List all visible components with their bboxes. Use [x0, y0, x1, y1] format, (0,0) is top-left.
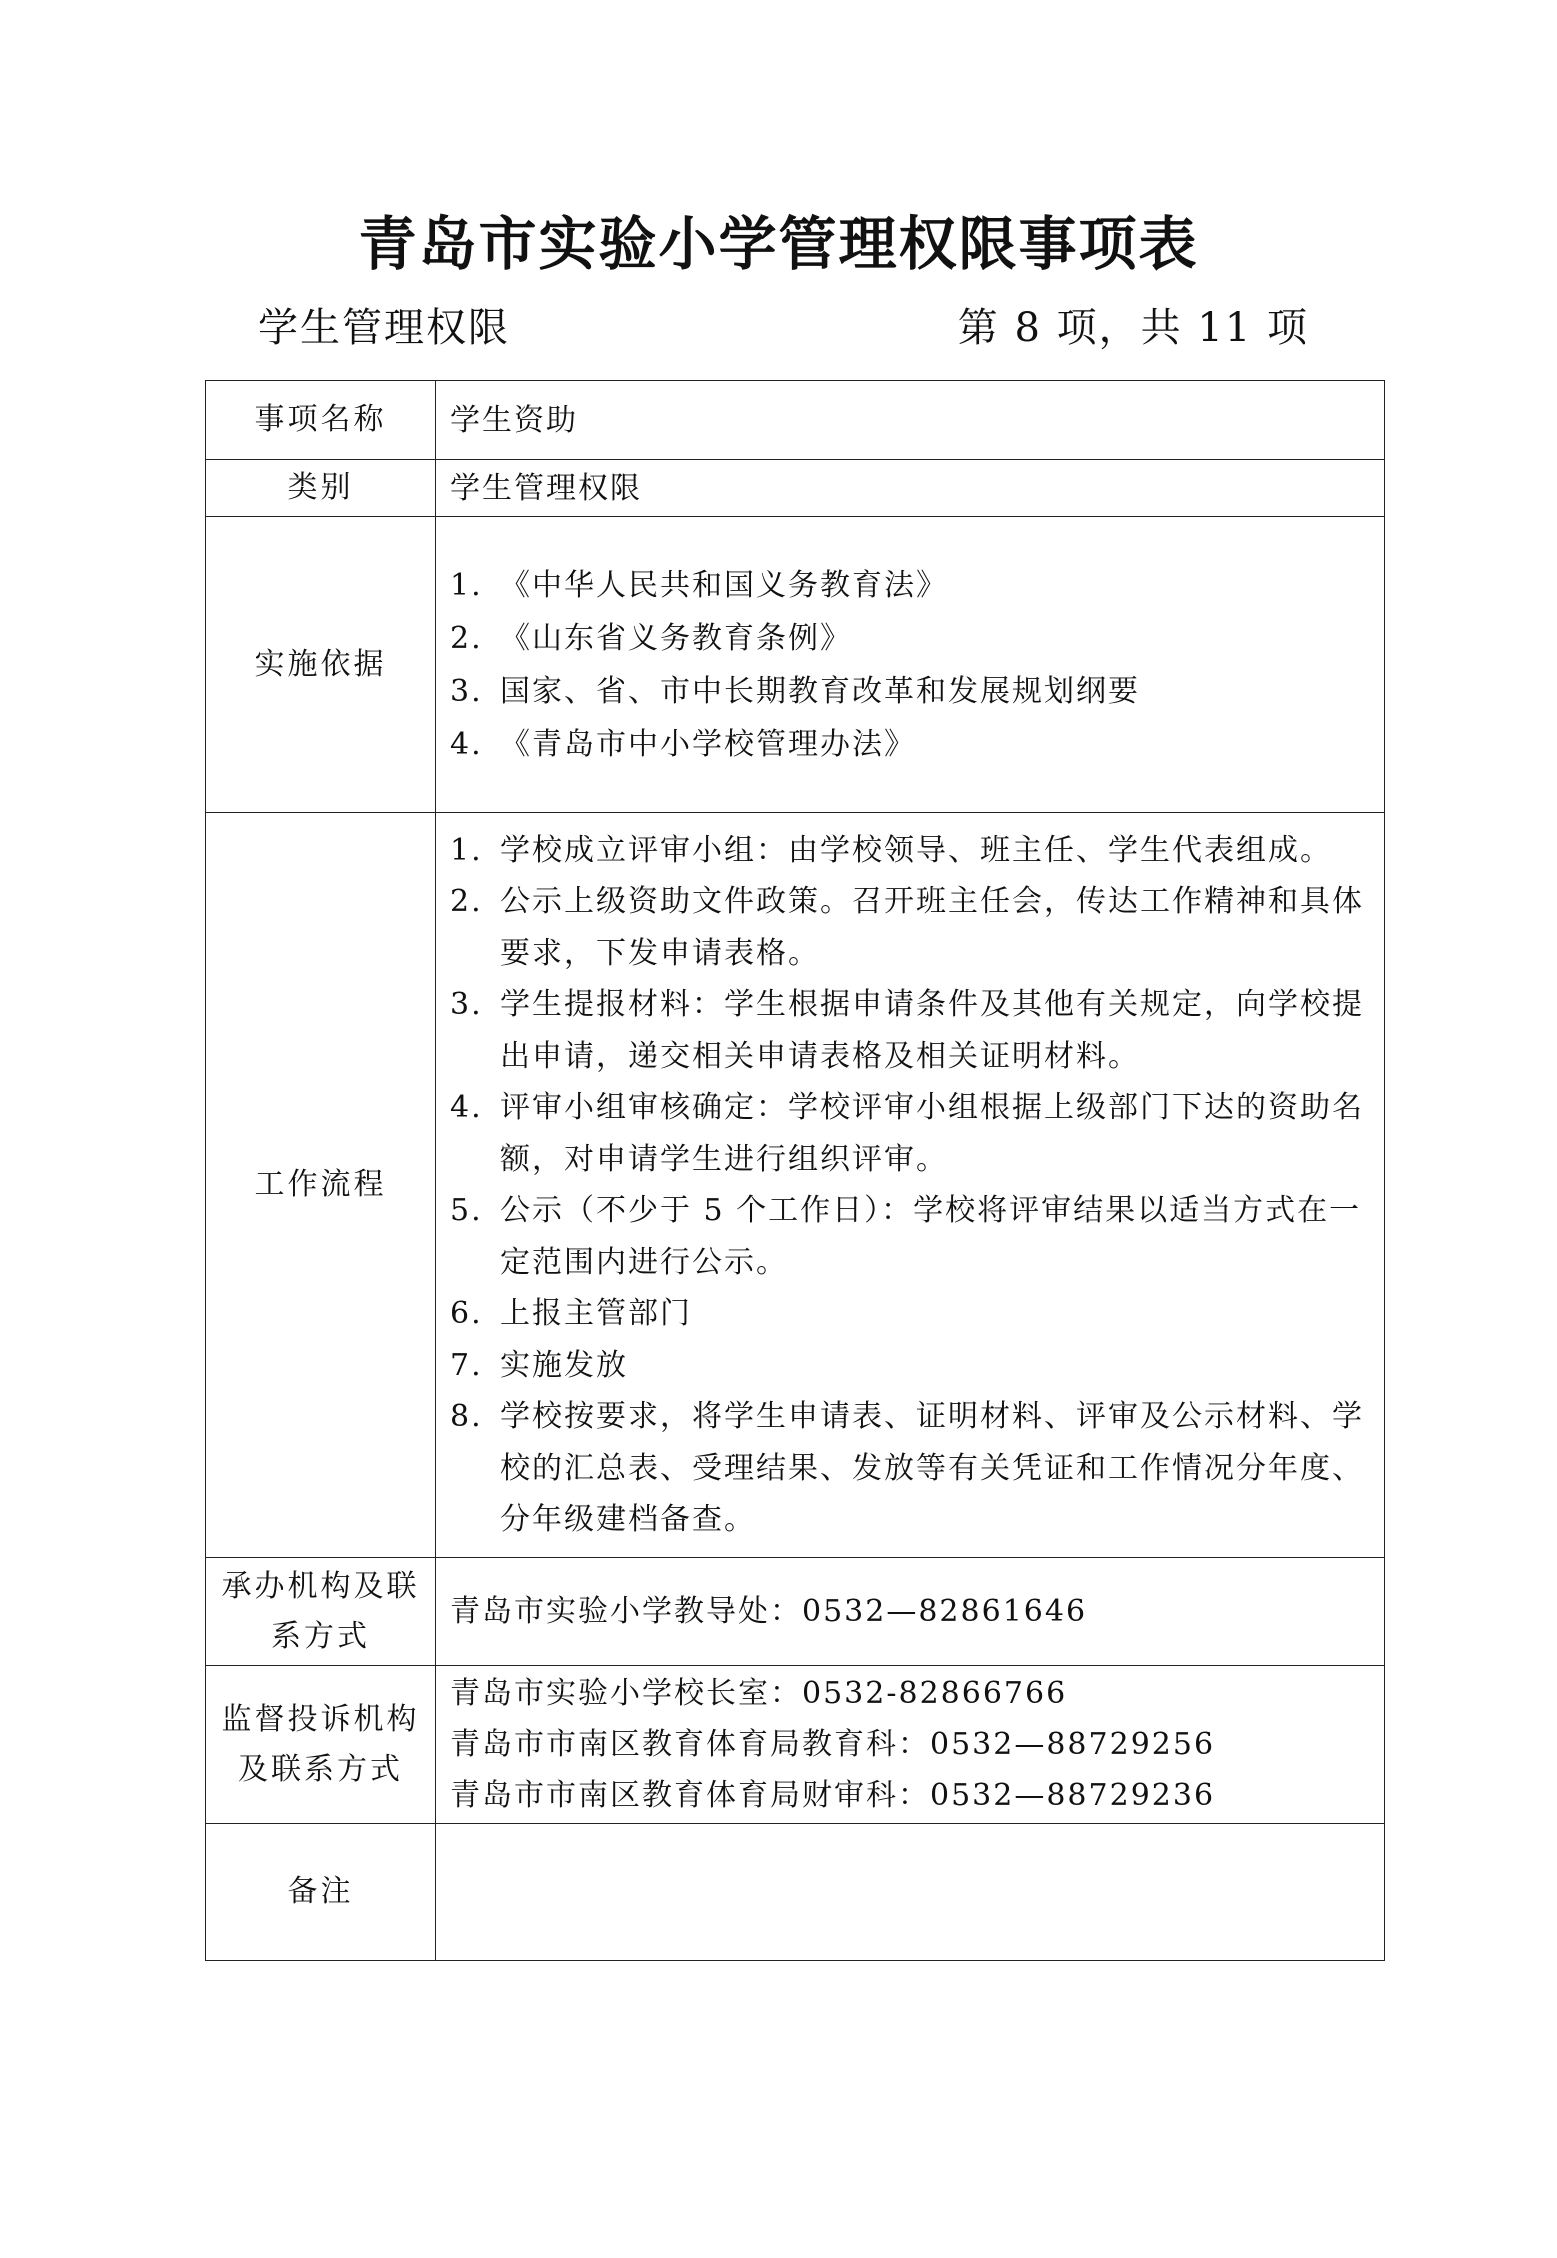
value-supervision	[436, 1666, 1385, 1824]
basis-item	[450, 559, 1366, 612]
label-organizer	[206, 1558, 436, 1666]
label-supervision-line: 监督投诉机构	[221, 1701, 420, 1737]
basis-item-text: 《中华人民共和国义务教育法》	[500, 567, 948, 603]
workflow-step-text: 公示（不少于 5 个工作日）：学校将评审结果以适当方式在一定范围内进行公示。	[500, 1193, 1362, 1280]
workflow-step-text: 学生提报材料：学生根据申请条件及其他有关规定，向学校提出申请，递交相关申请表格及相关证明材料。	[500, 987, 1364, 1074]
label-basis: 实施依据	[206, 517, 436, 813]
workflow-step-number: 7.	[450, 1347, 483, 1383]
workflow-step-text: 学校按要求，将学生申请表、证明材料、评审及公示材料、学校的汇总表、受理结果、发放等有关凭证和工作情况分年度、分年级建档备查。	[500, 1399, 1364, 1537]
workflow-step	[450, 1391, 1366, 1546]
workflow-step-number: 4.	[450, 1090, 483, 1125]
basis-item-text: 《山东省义务教育条例》	[500, 620, 852, 656]
label-workflow: 工作流程	[206, 813, 436, 1558]
basis-item-number: 4.	[450, 726, 483, 762]
category-heading: 学生管理权限	[258, 305, 510, 351]
workflow-step	[450, 876, 1366, 979]
workflow-step-number: 2.	[450, 884, 483, 919]
workflow-list	[450, 825, 1366, 1546]
label-name: 事项名称	[206, 381, 436, 460]
label-supervision	[206, 1666, 436, 1824]
workflow-step-number: 5.	[450, 1193, 483, 1228]
workflow-step	[450, 1288, 1366, 1340]
row-remarks	[206, 1824, 1385, 1961]
workflow-step	[450, 1340, 1366, 1392]
supervision-contact: 青岛市实验小学校长室：0532-82866766	[450, 1676, 1068, 1711]
row-supervision	[206, 1666, 1385, 1824]
workflow-step	[450, 1082, 1366, 1185]
workflow-step-text: 公示上级资助文件政策。召开班主任会，传达工作精神和具体要求，下发申请表格。	[500, 884, 1364, 971]
basis-item-number: 3.	[450, 673, 483, 709]
supervision-contact: 青岛市市南区教育体育局财审科：0532—88729236	[450, 1778, 1216, 1813]
basis-item	[450, 718, 1366, 771]
row-workflow	[206, 813, 1385, 1558]
label-category: 类别	[206, 460, 436, 517]
item-counter: 第 8 项，共 11 项	[957, 305, 1309, 351]
value-basis	[436, 517, 1385, 813]
label-organizer-line: 承办机构及联	[221, 1568, 420, 1604]
workflow-step-text: 实施发放	[500, 1347, 628, 1383]
value-remarks	[436, 1824, 1385, 1961]
matters-table	[205, 380, 1385, 1961]
basis-item	[450, 665, 1366, 718]
basis-list	[450, 551, 1366, 779]
workflow-step-number: 3.	[450, 987, 483, 1022]
label-remarks: 备注	[206, 1824, 436, 1961]
workflow-step-number: 8.	[450, 1399, 483, 1434]
workflow-step-number: 1.	[450, 832, 483, 868]
basis-item-text: 《青岛市中小学校管理办法》	[500, 726, 916, 762]
supervision-contact: 青岛市市南区教育体育局教育科：0532—88729256	[450, 1727, 1216, 1762]
row-organizer	[206, 1558, 1385, 1666]
value-organizer: 青岛市实验小学教导处：0532—82861646	[436, 1558, 1385, 1666]
row-name	[206, 381, 1385, 460]
page-title: 青岛市实验小学管理权限事项表	[358, 210, 1199, 278]
value-workflow	[436, 813, 1385, 1558]
workflow-step-number: 6.	[450, 1296, 483, 1331]
value-name: 学生资助	[436, 381, 1385, 460]
basis-item-number: 2.	[450, 620, 483, 656]
workflow-step-text: 上报主管部门	[500, 1296, 692, 1331]
row-basis	[206, 517, 1385, 813]
workflow-step	[450, 825, 1366, 877]
workflow-step-text: 评审小组审核确定：学校评审小组根据上级部门下达的资助名额，对申请学生进行组织评审。	[500, 1090, 1364, 1177]
workflow-step	[450, 979, 1366, 1082]
basis-item-number: 1.	[450, 567, 483, 603]
value-category: 学生管理权限	[436, 460, 1385, 517]
workflow-step	[450, 1185, 1366, 1288]
workflow-step-text: 学校成立评审小组：由学校领导、班主任、学生代表组成。	[500, 832, 1332, 868]
basis-item	[450, 612, 1366, 665]
basis-item-text: 国家、省、市中长期教育改革和发展规划纲要	[500, 673, 1140, 709]
label-supervision-line: 及联系方式	[238, 1751, 403, 1787]
label-organizer-line: 系方式	[271, 1618, 370, 1654]
row-category	[206, 460, 1385, 517]
